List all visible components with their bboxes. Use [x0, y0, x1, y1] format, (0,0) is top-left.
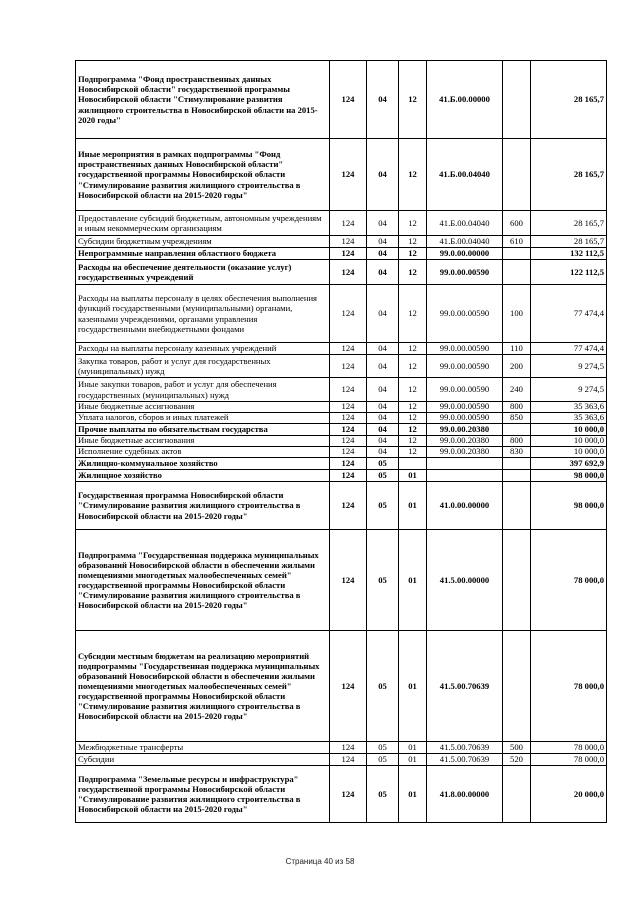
row-name: Расходы на выплаты персоналу казенных учреждений [76, 343, 330, 355]
cell-sum: 78 000,0 [531, 631, 607, 742]
cell-target-article: 41.5.00.70639 [427, 631, 503, 742]
cell-expense-type [503, 766, 531, 823]
cell-sum: 10 000,0 [531, 436, 607, 447]
cell-ministry: 124 [330, 402, 367, 413]
cell-ministry: 124 [330, 343, 367, 355]
cell-sum: 78 000,0 [531, 754, 607, 766]
cell-sum: 9 274,5 [531, 355, 607, 378]
cell-subsection: 12 [399, 378, 427, 402]
cell-target-article: 99.0.00.00590 [427, 378, 503, 402]
row-name: Субсидии [76, 754, 330, 766]
cell-section: 05 [367, 530, 399, 631]
row-name: Предоставление субсидий бюджетным, автономным учреждениям и иным некоммерческим организациям [76, 211, 330, 236]
cell-section: 04 [367, 378, 399, 402]
row-name: Расходы на обеспечение деятельности (оказание услуг) государственных учреждений [76, 260, 330, 285]
cell-expense-type: 850 [503, 413, 531, 424]
cell-subsection: 12 [399, 211, 427, 236]
cell-subsection: 01 [399, 742, 427, 754]
cell-section: 04 [367, 211, 399, 236]
table-row [76, 211, 607, 236]
cell-target-article: 41.0.00.00000 [427, 482, 503, 530]
table-row [76, 248, 607, 260]
cell-target-article: 99.0.00.20380 [427, 447, 503, 458]
cell-sum: 28 165,7 [531, 236, 607, 248]
table-row [76, 742, 607, 754]
cell-ministry: 124 [330, 355, 367, 378]
cell-expense-type: 600 [503, 211, 531, 236]
cell-expense-type: 800 [503, 436, 531, 447]
cell-expense-type [503, 248, 531, 260]
cell-subsection: 12 [399, 447, 427, 458]
cell-section: 05 [367, 766, 399, 823]
cell-expense-type: 500 [503, 742, 531, 754]
table-row [76, 447, 607, 458]
cell-sum: 77 474,4 [531, 343, 607, 355]
cell-subsection: 01 [399, 631, 427, 742]
cell-ministry: 124 [330, 413, 367, 424]
cell-target-article: 41.8.00.00000 [427, 766, 503, 823]
cell-sum: 78 000,0 [531, 742, 607, 754]
cell-expense-type: 110 [503, 343, 531, 355]
cell-section: 04 [367, 402, 399, 413]
cell-target-article: 99.0.00.00590 [427, 285, 503, 343]
cell-sum: 98 000,0 [531, 470, 607, 482]
cell-target-article: 99.0.00.20380 [427, 424, 503, 436]
cell-section: 05 [367, 458, 399, 470]
cell-target-article: 41.Б.00.04040 [427, 139, 503, 211]
cell-subsection: 12 [399, 343, 427, 355]
table-row [76, 754, 607, 766]
cell-expense-type [503, 470, 531, 482]
cell-target-article: 99.0.00.00590 [427, 402, 503, 413]
table-row [76, 285, 607, 343]
row-name: Исполнение судебных актов [76, 447, 330, 458]
cell-sum: 20 000,0 [531, 766, 607, 823]
cell-sum: 35 363,6 [531, 402, 607, 413]
cell-sum: 28 165,7 [531, 211, 607, 236]
cell-expense-type: 830 [503, 447, 531, 458]
cell-expense-type [503, 139, 531, 211]
cell-expense-type: 200 [503, 355, 531, 378]
cell-ministry: 124 [330, 285, 367, 343]
cell-target-article: 99.0.00.00590 [427, 355, 503, 378]
cell-section: 04 [367, 413, 399, 424]
cell-sum: 10 000,0 [531, 447, 607, 458]
cell-ministry: 124 [330, 211, 367, 236]
cell-sum: 77 474,4 [531, 285, 607, 343]
cell-expense-type: 240 [503, 378, 531, 402]
cell-target-article: 99.0.00.00590 [427, 413, 503, 424]
cell-subsection: 12 [399, 139, 427, 211]
table-row [76, 343, 607, 355]
cell-target-article: 99.0.00.00590 [427, 343, 503, 355]
table-row [76, 458, 607, 470]
cell-ministry: 124 [330, 61, 367, 139]
cell-section: 04 [367, 343, 399, 355]
cell-section: 04 [367, 424, 399, 436]
row-name: Субсидии бюджетным учреждениям [76, 236, 330, 248]
table-row [76, 260, 607, 285]
cell-sum: 78 000,0 [531, 530, 607, 631]
cell-expense-type: 610 [503, 236, 531, 248]
cell-subsection: 12 [399, 413, 427, 424]
cell-ministry: 124 [330, 260, 367, 285]
row-name: Субсидии местным бюджетам на реализацию мероприятий подпрограммы "Государственная поддержка муниципальных образований Новосибирской области в обеспечении жилыми помещениями многодетных малообеспеченных семей" государственной программы Новосибирской области "Стимулирование развития жилищного строительства в Новосибирской области на 2015-2020 годы" [76, 631, 330, 742]
row-name: Подпрограмма "Государственная поддержка муниципальных образований Новосибирской области в обеспечении жилыми помещениями многодетных малообеспеченных семей" государственной программы Новосибирской области "Стимулирование развития жилищного строительства в Новосибирской области на 2015-2020 годы" [76, 530, 330, 631]
row-name: Жилищное хозяйство [76, 470, 330, 482]
cell-subsection: 12 [399, 424, 427, 436]
cell-target-article: 41.5.00.70639 [427, 742, 503, 754]
cell-expense-type [503, 482, 531, 530]
cell-ministry: 124 [330, 248, 367, 260]
cell-section: 04 [367, 248, 399, 260]
table-row [76, 61, 607, 139]
cell-expense-type [503, 458, 531, 470]
table-row [76, 378, 607, 402]
row-name: Государственная программа Новосибирской области "Стимулирование развития жилищного строительства в Новосибирской области на 2015-2020 годы" [76, 482, 330, 530]
cell-ministry: 124 [330, 236, 367, 248]
row-name: Подпрограмма "Земельные ресурсы и инфраструктура" государственной программы Новосибирской области "Стимулирование развития жилищного строительства в Новосибирской области на 2015-2020 годы" [76, 766, 330, 823]
row-name: Иные бюджетные ассигнования [76, 436, 330, 447]
cell-target-article [427, 458, 503, 470]
row-name: Жилищно-коммунальное хозяйство [76, 458, 330, 470]
cell-subsection: 01 [399, 482, 427, 530]
row-name: Расходы на выплаты персоналу в целях обеспечения выполнения функций государственными (муниципальными) органами, казенными учреждениями, органами управления государственными внебюджетными фондами [76, 285, 330, 343]
cell-ministry: 124 [330, 424, 367, 436]
cell-ministry: 124 [330, 436, 367, 447]
cell-subsection: 12 [399, 61, 427, 139]
cell-expense-type [503, 424, 531, 436]
cell-target-article [427, 470, 503, 482]
cell-section: 04 [367, 447, 399, 458]
cell-ministry: 124 [330, 631, 367, 742]
cell-target-article: 41.Б.00.04040 [427, 236, 503, 248]
cell-expense-type [503, 631, 531, 742]
cell-sum: 9 274,5 [531, 378, 607, 402]
cell-expense-type: 520 [503, 754, 531, 766]
cell-section: 05 [367, 470, 399, 482]
table-row [76, 424, 607, 436]
row-name: Закупка товаров, работ и услуг для государственных (муниципальных) нужд [76, 355, 330, 378]
cell-sum: 98 000,0 [531, 482, 607, 530]
cell-sum: 28 165,7 [531, 139, 607, 211]
cell-expense-type [503, 61, 531, 139]
cell-target-article: 99.0.00.20380 [427, 436, 503, 447]
cell-target-article: 99.0.00.00590 [427, 260, 503, 285]
cell-ministry: 124 [330, 447, 367, 458]
cell-ministry: 124 [330, 378, 367, 402]
page-number: Страница 40 из 58 [285, 857, 355, 866]
cell-section: 04 [367, 260, 399, 285]
cell-subsection: 01 [399, 754, 427, 766]
cell-target-article: 99.0.00.00000 [427, 248, 503, 260]
cell-expense-type: 100 [503, 285, 531, 343]
table-row [76, 355, 607, 378]
row-name: Прочие выплаты по обязательствам государства [76, 424, 330, 436]
table-row [76, 436, 607, 447]
cell-ministry: 124 [330, 742, 367, 754]
cell-ministry: 124 [330, 470, 367, 482]
table-row [76, 470, 607, 482]
cell-sum: 397 692,9 [531, 458, 607, 470]
table-row [76, 139, 607, 211]
cell-expense-type [503, 260, 531, 285]
cell-subsection: 12 [399, 236, 427, 248]
cell-subsection: 12 [399, 248, 427, 260]
cell-ministry: 124 [330, 458, 367, 470]
cell-ministry: 124 [330, 754, 367, 766]
cell-subsection: 12 [399, 285, 427, 343]
table-row [76, 482, 607, 530]
cell-subsection: 12 [399, 260, 427, 285]
cell-target-article: 41.Б.00.04040 [427, 211, 503, 236]
cell-section: 05 [367, 754, 399, 766]
cell-section: 05 [367, 482, 399, 530]
cell-subsection: 01 [399, 766, 427, 823]
cell-subsection: 01 [399, 530, 427, 631]
cell-section: 04 [367, 436, 399, 447]
cell-section: 04 [367, 355, 399, 378]
cell-section: 04 [367, 139, 399, 211]
cell-expense-type [503, 530, 531, 631]
row-name: Межбюджетные трансферты [76, 742, 330, 754]
cell-target-article: 41.Б.00.00000 [427, 61, 503, 139]
cell-sum: 28 165,7 [531, 61, 607, 139]
row-name: Иные мероприятия в рамках подпрограммы "Фонд пространственных данных Новосибирской области" государственной программы Новосибирской области "Стимулирование развития жилищного строительства в Новосибирской области на 2015-2020 годы" [76, 139, 330, 211]
row-name: Иные бюджетные ассигнования [76, 402, 330, 413]
cell-sum: 132 112,5 [531, 248, 607, 260]
cell-section: 04 [367, 236, 399, 248]
cell-section: 04 [367, 285, 399, 343]
cell-ministry: 124 [330, 482, 367, 530]
cell-subsection: 01 [399, 470, 427, 482]
table-row [76, 236, 607, 248]
row-name: Непрограммные направления областного бюджета [76, 248, 330, 260]
cell-ministry: 124 [330, 766, 367, 823]
cell-ministry: 124 [330, 139, 367, 211]
budget-table [75, 60, 607, 823]
cell-target-article: 41.5.00.00000 [427, 530, 503, 631]
cell-subsection: 12 [399, 355, 427, 378]
cell-expense-type: 800 [503, 402, 531, 413]
cell-subsection [399, 458, 427, 470]
cell-target-article: 41.5.00.70639 [427, 754, 503, 766]
cell-ministry: 124 [330, 530, 367, 631]
row-name: Уплата налогов, сборов и иных платежей [76, 413, 330, 424]
cell-sum: 122 112,5 [531, 260, 607, 285]
row-name: Иные закупки товаров, работ и услуг для обеспечения государственных (муниципальных) нужд [76, 378, 330, 402]
cell-subsection: 12 [399, 402, 427, 413]
table-row [76, 766, 607, 823]
cell-sum: 10 000,0 [531, 424, 607, 436]
cell-section: 04 [367, 61, 399, 139]
table-row [76, 530, 607, 631]
table-row [76, 413, 607, 424]
table-row [76, 402, 607, 413]
cell-subsection: 12 [399, 436, 427, 447]
cell-section: 05 [367, 742, 399, 754]
cell-section: 05 [367, 631, 399, 742]
row-name: Подпрограмма "Фонд пространственных данных Новосибирской области" государственной программы Новосибирской области "Стимулирование развития жилищного строительства в Новосибирской области на 2015-2020 годы" [76, 61, 330, 139]
cell-sum: 35 363,6 [531, 413, 607, 424]
table-row [76, 631, 607, 742]
